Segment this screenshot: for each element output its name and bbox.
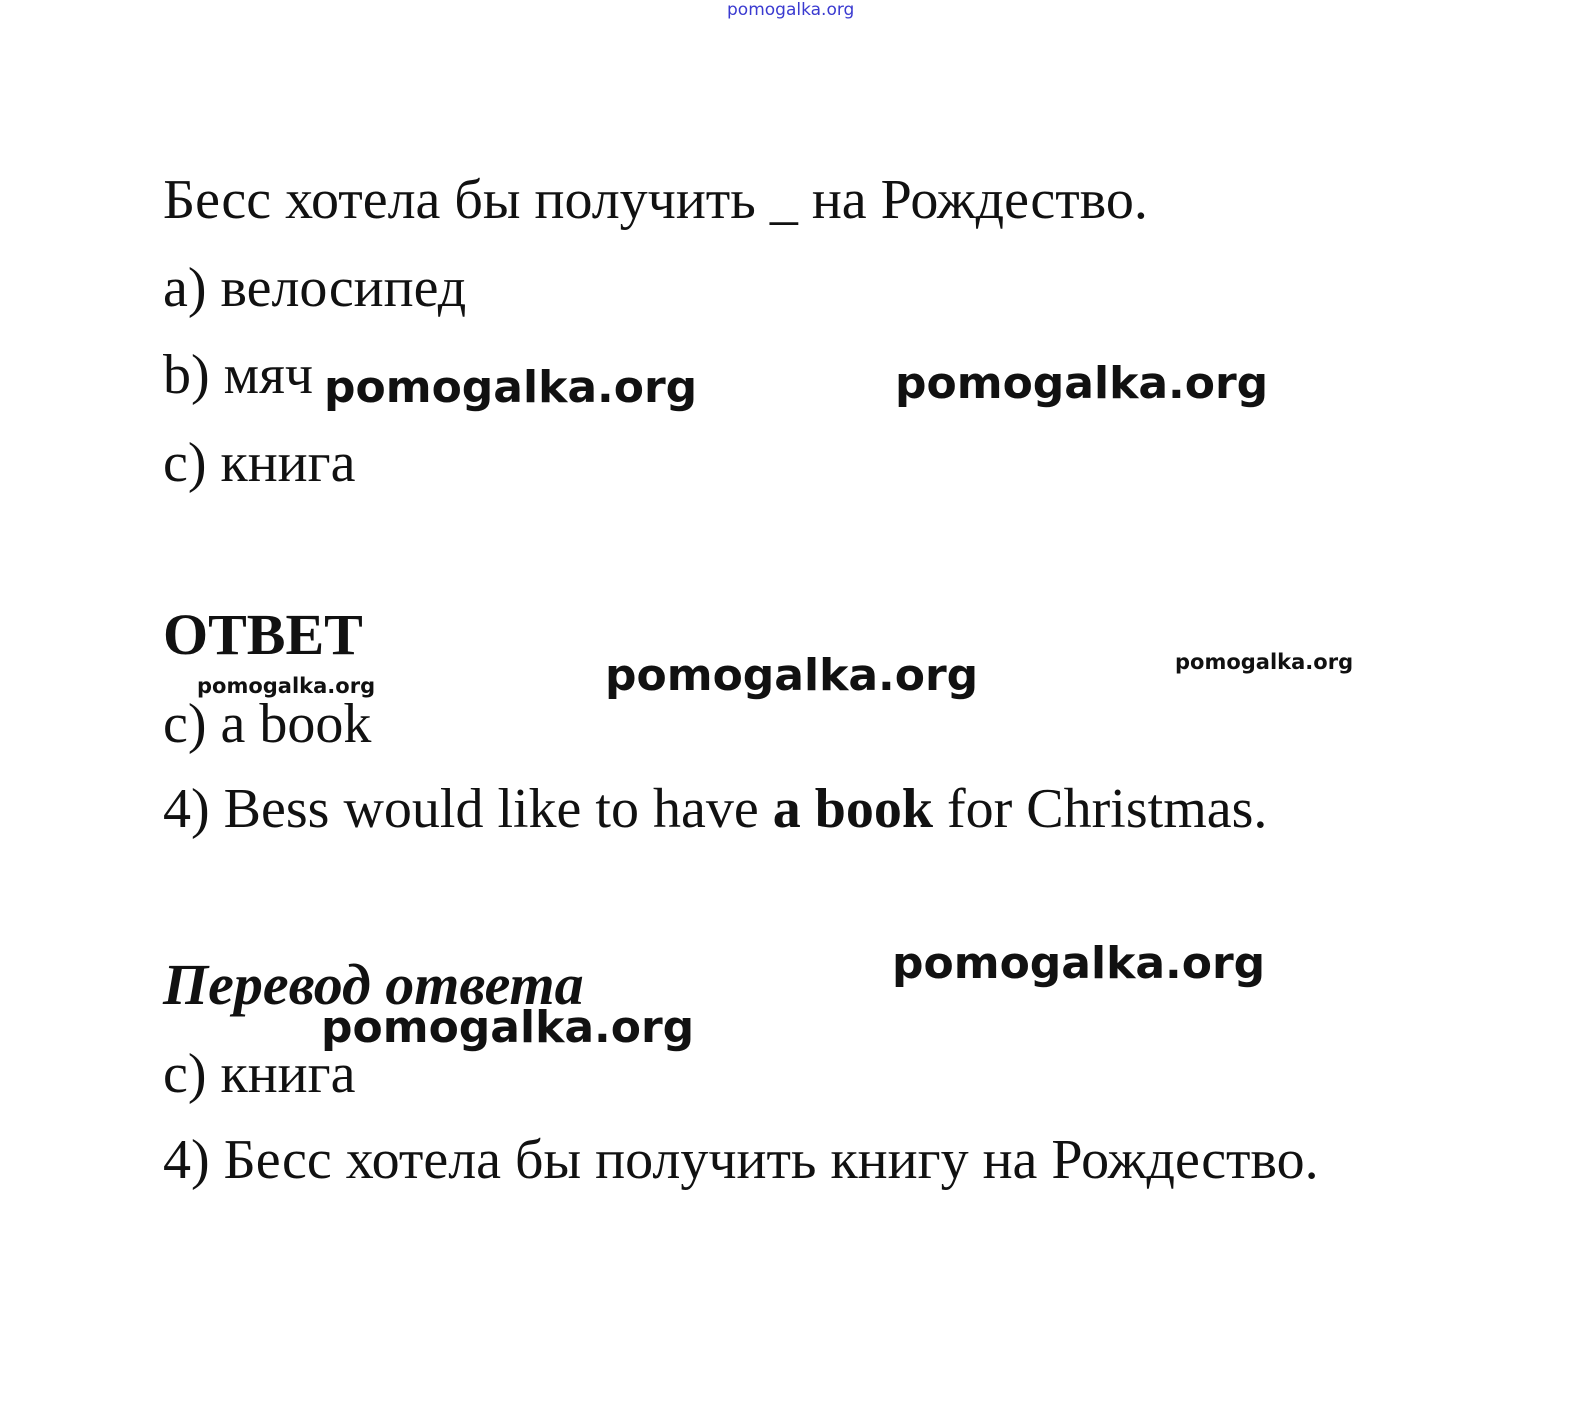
- question-text: Бесс хотела бы получить _ на Рождество.: [163, 169, 1148, 231]
- watermark: pomogalka.org: [605, 650, 979, 701]
- answer-sentence-bold: a book: [772, 778, 933, 840]
- answer-sentence-suffix: for Christmas.: [932, 778, 1268, 840]
- option-b: b) мяч: [163, 344, 314, 406]
- answer-choice: c) a book: [163, 693, 372, 755]
- answer-heading: ОТВЕТ: [163, 602, 363, 667]
- answer-sentence: [163, 778, 1268, 840]
- translation-heading: Перевод ответа: [163, 952, 584, 1017]
- answer-sentence-prefix: 4) Bess would like to have: [163, 778, 773, 840]
- option-a: a) велосипед: [163, 257, 467, 319]
- watermark: pomogalka.org: [321, 1002, 695, 1053]
- translation-choice: c) книга: [163, 1043, 356, 1105]
- watermark: pomogalka.org: [1175, 650, 1354, 674]
- site-link[interactable]: pomogalka.org: [727, 0, 855, 20]
- watermark: pomogalka.org: [892, 938, 1266, 989]
- watermark: pomogalka.org: [324, 362, 698, 413]
- option-c: c) книга: [163, 432, 356, 494]
- watermark: pomogalka.org: [895, 358, 1269, 409]
- translation-sentence: 4) Бесс хотела бы получить книгу на Рождество.: [163, 1129, 1319, 1191]
- watermark: pomogalka.org: [197, 674, 376, 698]
